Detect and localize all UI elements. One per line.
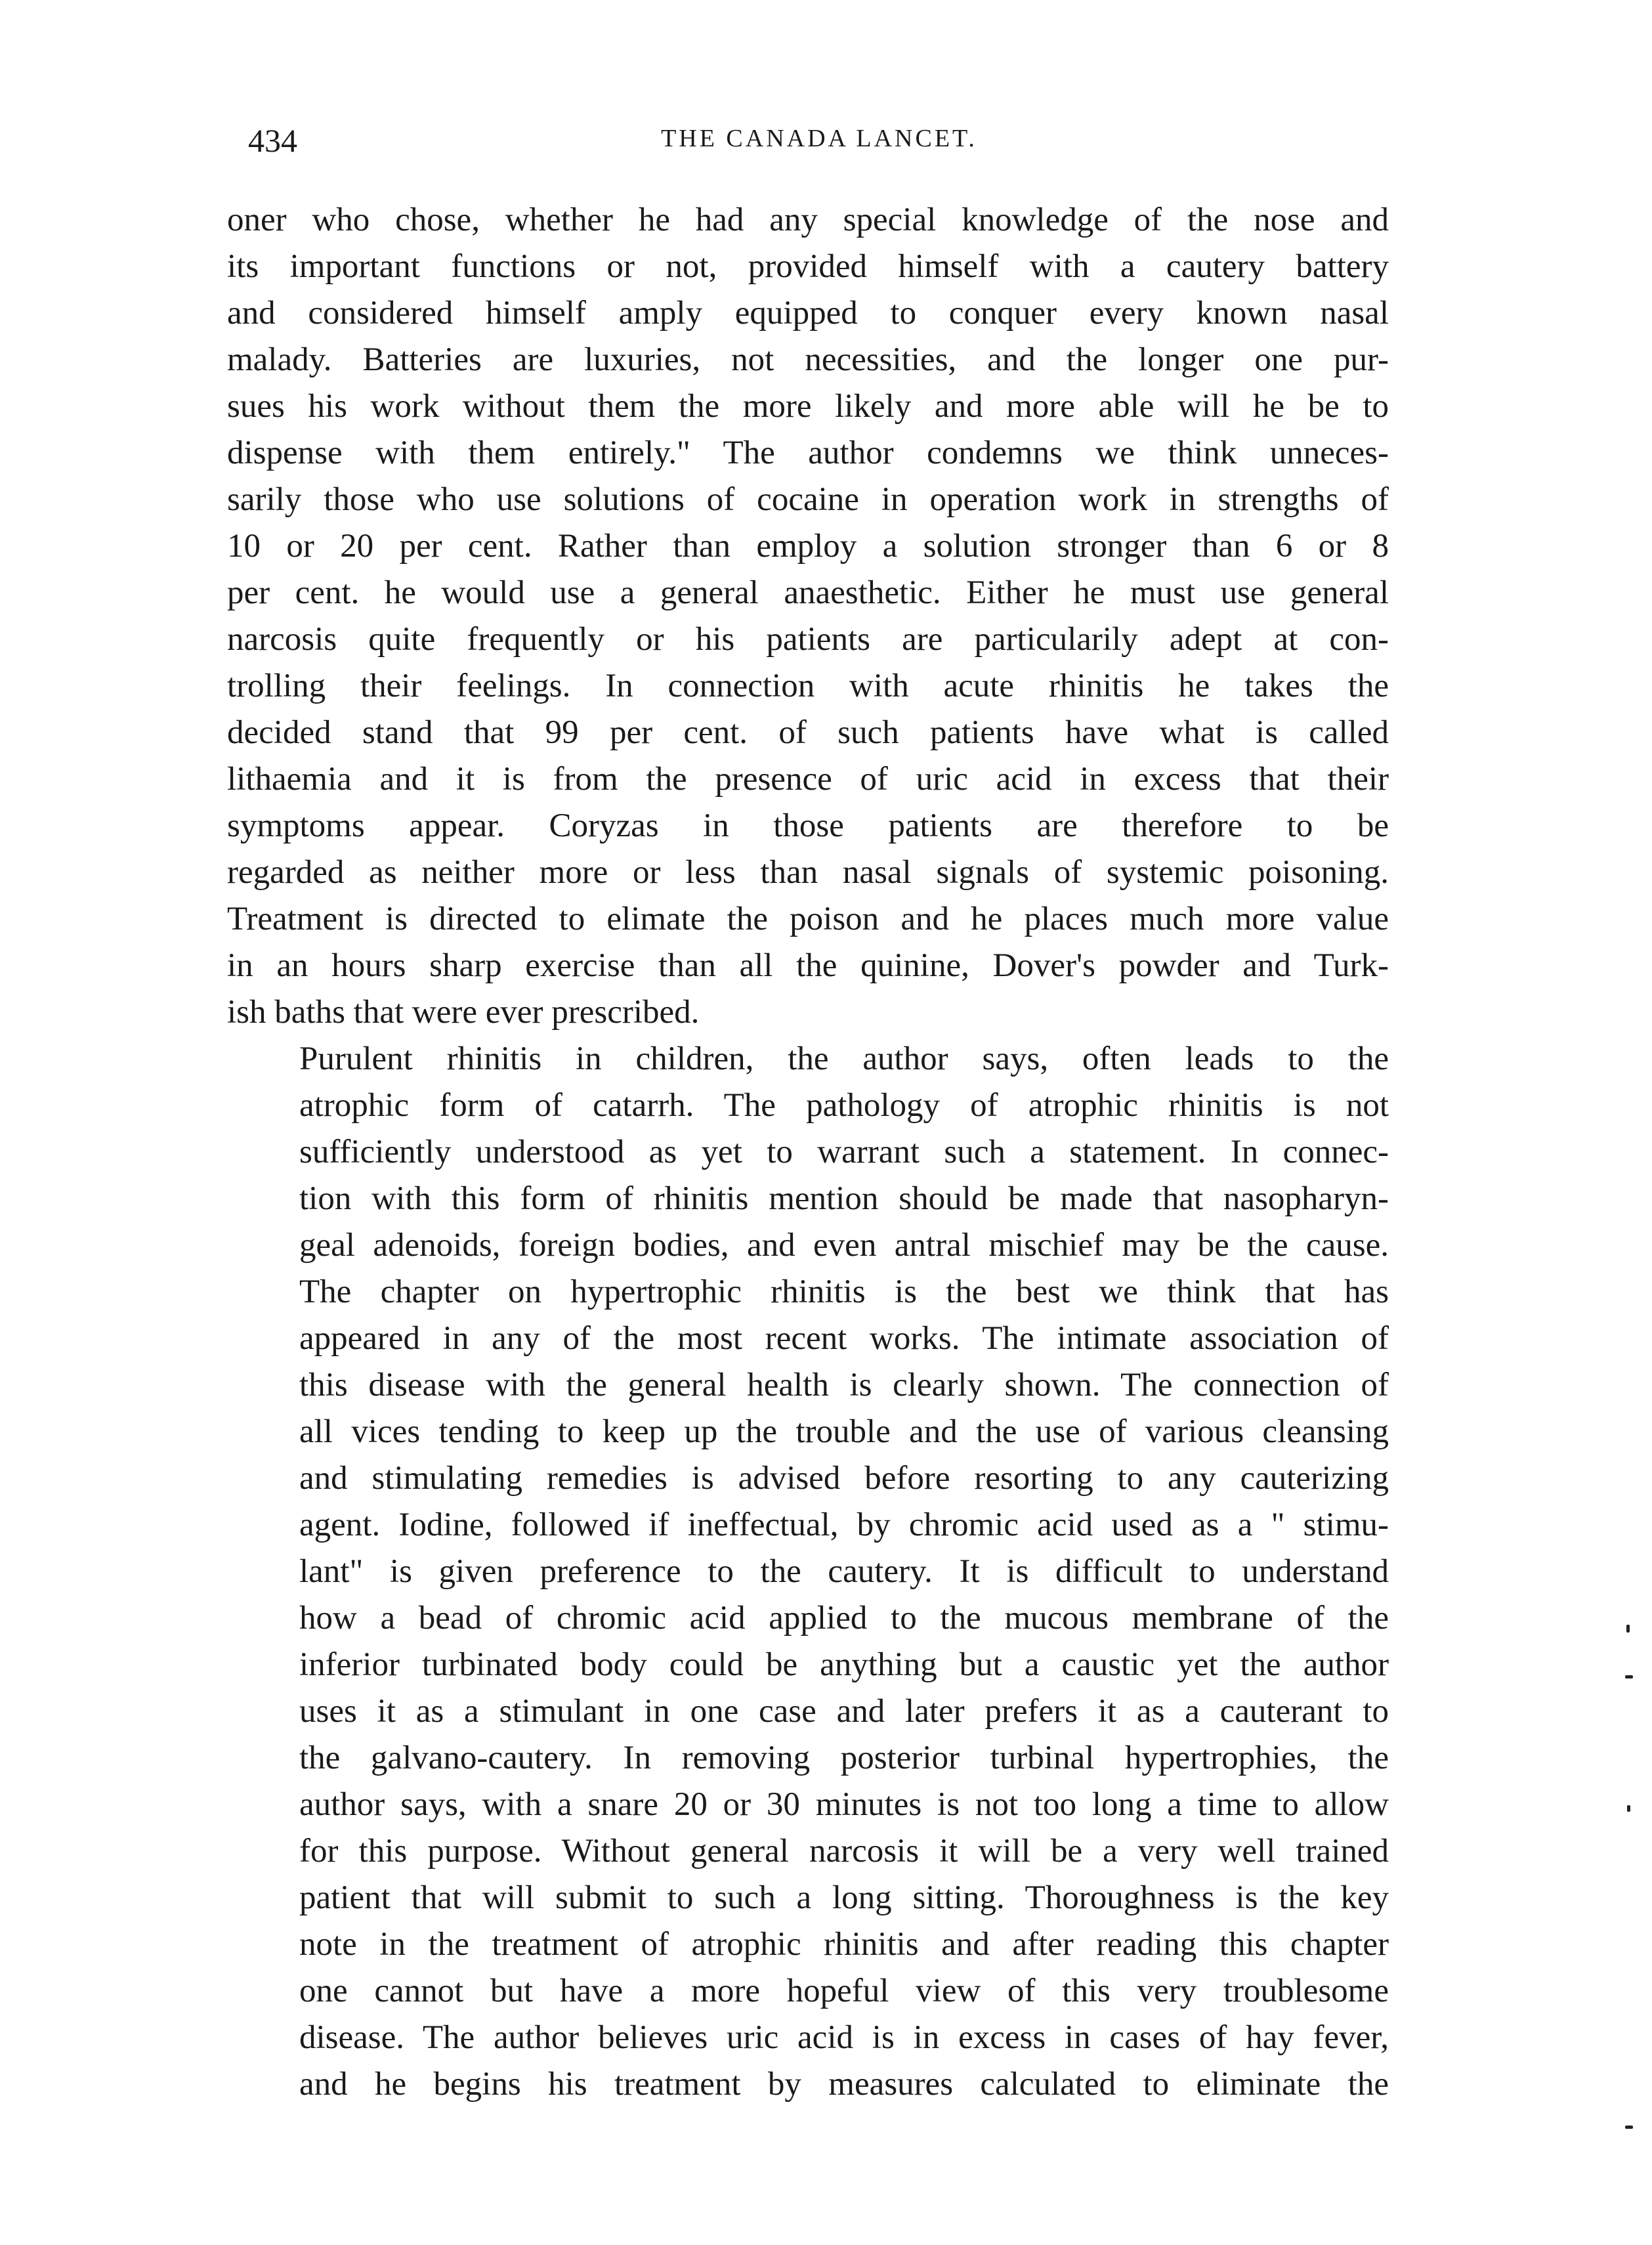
text-line: The chapter on hypertrophic rhinitis is the best we think that has xyxy=(299,1273,1389,1310)
text-line: malady. Batteries are luxuries, not necessities, and the longer one pur- xyxy=(227,341,1389,378)
text-line: inferior turbinated body could be anything but a caustic yet the author xyxy=(299,1646,1389,1683)
text-line: agent. Iodine, followed if ineffectual, by chromic acid used as a " stimu- xyxy=(299,1507,1389,1543)
text-line: disease. The author believes uric acid is in excess in cases of hay fever, xyxy=(299,2019,1389,2056)
text-line: narcosis quite frequently or his patients are particularily adept at con- xyxy=(227,621,1389,658)
text-line: symptoms appear. Coryzas in those patients are therefore to be xyxy=(227,807,1389,844)
text-line: lant" is given preference to the cautery. It is difficult to understand xyxy=(299,1553,1389,1590)
paragraph xyxy=(227,197,1389,1036)
text-line: its important functions or not, provided himself with a cautery battery xyxy=(227,248,1389,285)
text-line: how a bead of chromic acid applied to the mucous membrane of the xyxy=(299,1600,1389,1636)
text-line: geal adenoids, foreign bodies, and even antral mischief may be the cause. xyxy=(299,1227,1389,1264)
text-line: regarded as neither more or less than nasal signals of systemic poisoning. xyxy=(227,854,1389,891)
text-line: author says, with a snare 20 or 30 minutes is not too long a time to allow xyxy=(299,1786,1389,1823)
text-line: and he begins his treatment by measures calculated to eliminate the xyxy=(299,2066,1389,2103)
text-line: dispense with them entirely." The author condemns we think unneces- xyxy=(227,435,1389,471)
margin-speck xyxy=(1626,1625,1630,1633)
text-line: note in the treatment of atrophic rhinitis and after reading this chapter xyxy=(299,1926,1389,1963)
text-line: the galvano-cautery. In removing posterior turbinal hypertrophies, the xyxy=(299,1740,1389,1776)
text-line: one cannot but have a more hopeful view of this very troublesome xyxy=(299,1973,1389,2009)
text-line: oner who chose, whether he had any special knowledge of the nose and xyxy=(227,202,1389,238)
text-line: Purulent rhinitis in children, the author says, often leads to the xyxy=(299,1040,1389,1077)
text-line: decided stand that 99 per cent. of such patients have what is called xyxy=(227,714,1389,751)
paragraph xyxy=(227,1036,1389,2108)
text-line: ish baths that were ever prescribed. xyxy=(227,994,700,1031)
text-line: sues his work without them the more likely and more able will he be to xyxy=(227,388,1389,425)
text-line: appeared in any of the most recent works. The intimate association of xyxy=(299,1320,1389,1357)
text-line: this disease with the general health is clearly shown. The connection of xyxy=(299,1367,1389,1403)
running-title: THE CANADA LANCET. xyxy=(661,125,977,152)
text-line: sufficiently understood as yet to warrant such a statement. In connec- xyxy=(299,1134,1389,1170)
text-line: sarily those who use solutions of cocaine in operation work in strengths of xyxy=(227,481,1389,518)
text-line: per cent. he would use a general anaesthetic. Either he must use general xyxy=(227,574,1389,611)
margin-speck xyxy=(1625,1675,1633,1678)
margin-speck xyxy=(1627,1805,1630,1812)
text-line: trolling their feelings. In connection with acute rhinitis he takes the xyxy=(227,668,1389,704)
text-line: in an hours sharp exercise than all the quinine, Dover's powder and Turk- xyxy=(227,947,1389,984)
text-line: atrophic form of catarrh. The pathology of atrophic rhinitis is not xyxy=(299,1087,1389,1124)
text-line: tion with this form of rhinitis mention should be made that nasopharyn- xyxy=(299,1180,1389,1217)
text-line: 10 or 20 per cent. Rather than employ a solution stronger than 6 or 8 xyxy=(227,528,1389,565)
margin-speck xyxy=(1625,2126,1633,2129)
text-line: uses it as a stimulant in one case and later prefers it as a cauterant to xyxy=(299,1693,1389,1730)
body-text xyxy=(227,197,1389,2108)
text-line: patient that will submit to such a long sitting. Thoroughness is the key xyxy=(299,1879,1389,1916)
text-line: and stimulating remedies is advised before resorting to any cauterizing xyxy=(299,1460,1389,1497)
text-line: and considered himself amply equipped to conquer every known nasal xyxy=(227,295,1389,331)
page-header xyxy=(248,121,1390,167)
text-line: all vices tending to keep up the trouble and the use of various cleansing xyxy=(299,1413,1389,1450)
text-line: lithaemia and it is from the presence of uric acid in excess that their xyxy=(227,761,1389,798)
text-line: for this purpose. Without general narcosis it will be a very well trained xyxy=(299,1833,1389,1870)
text-line: Treatment is directed to elimate the poison and he places much more value xyxy=(227,901,1389,937)
page-number: 434 xyxy=(248,122,297,159)
